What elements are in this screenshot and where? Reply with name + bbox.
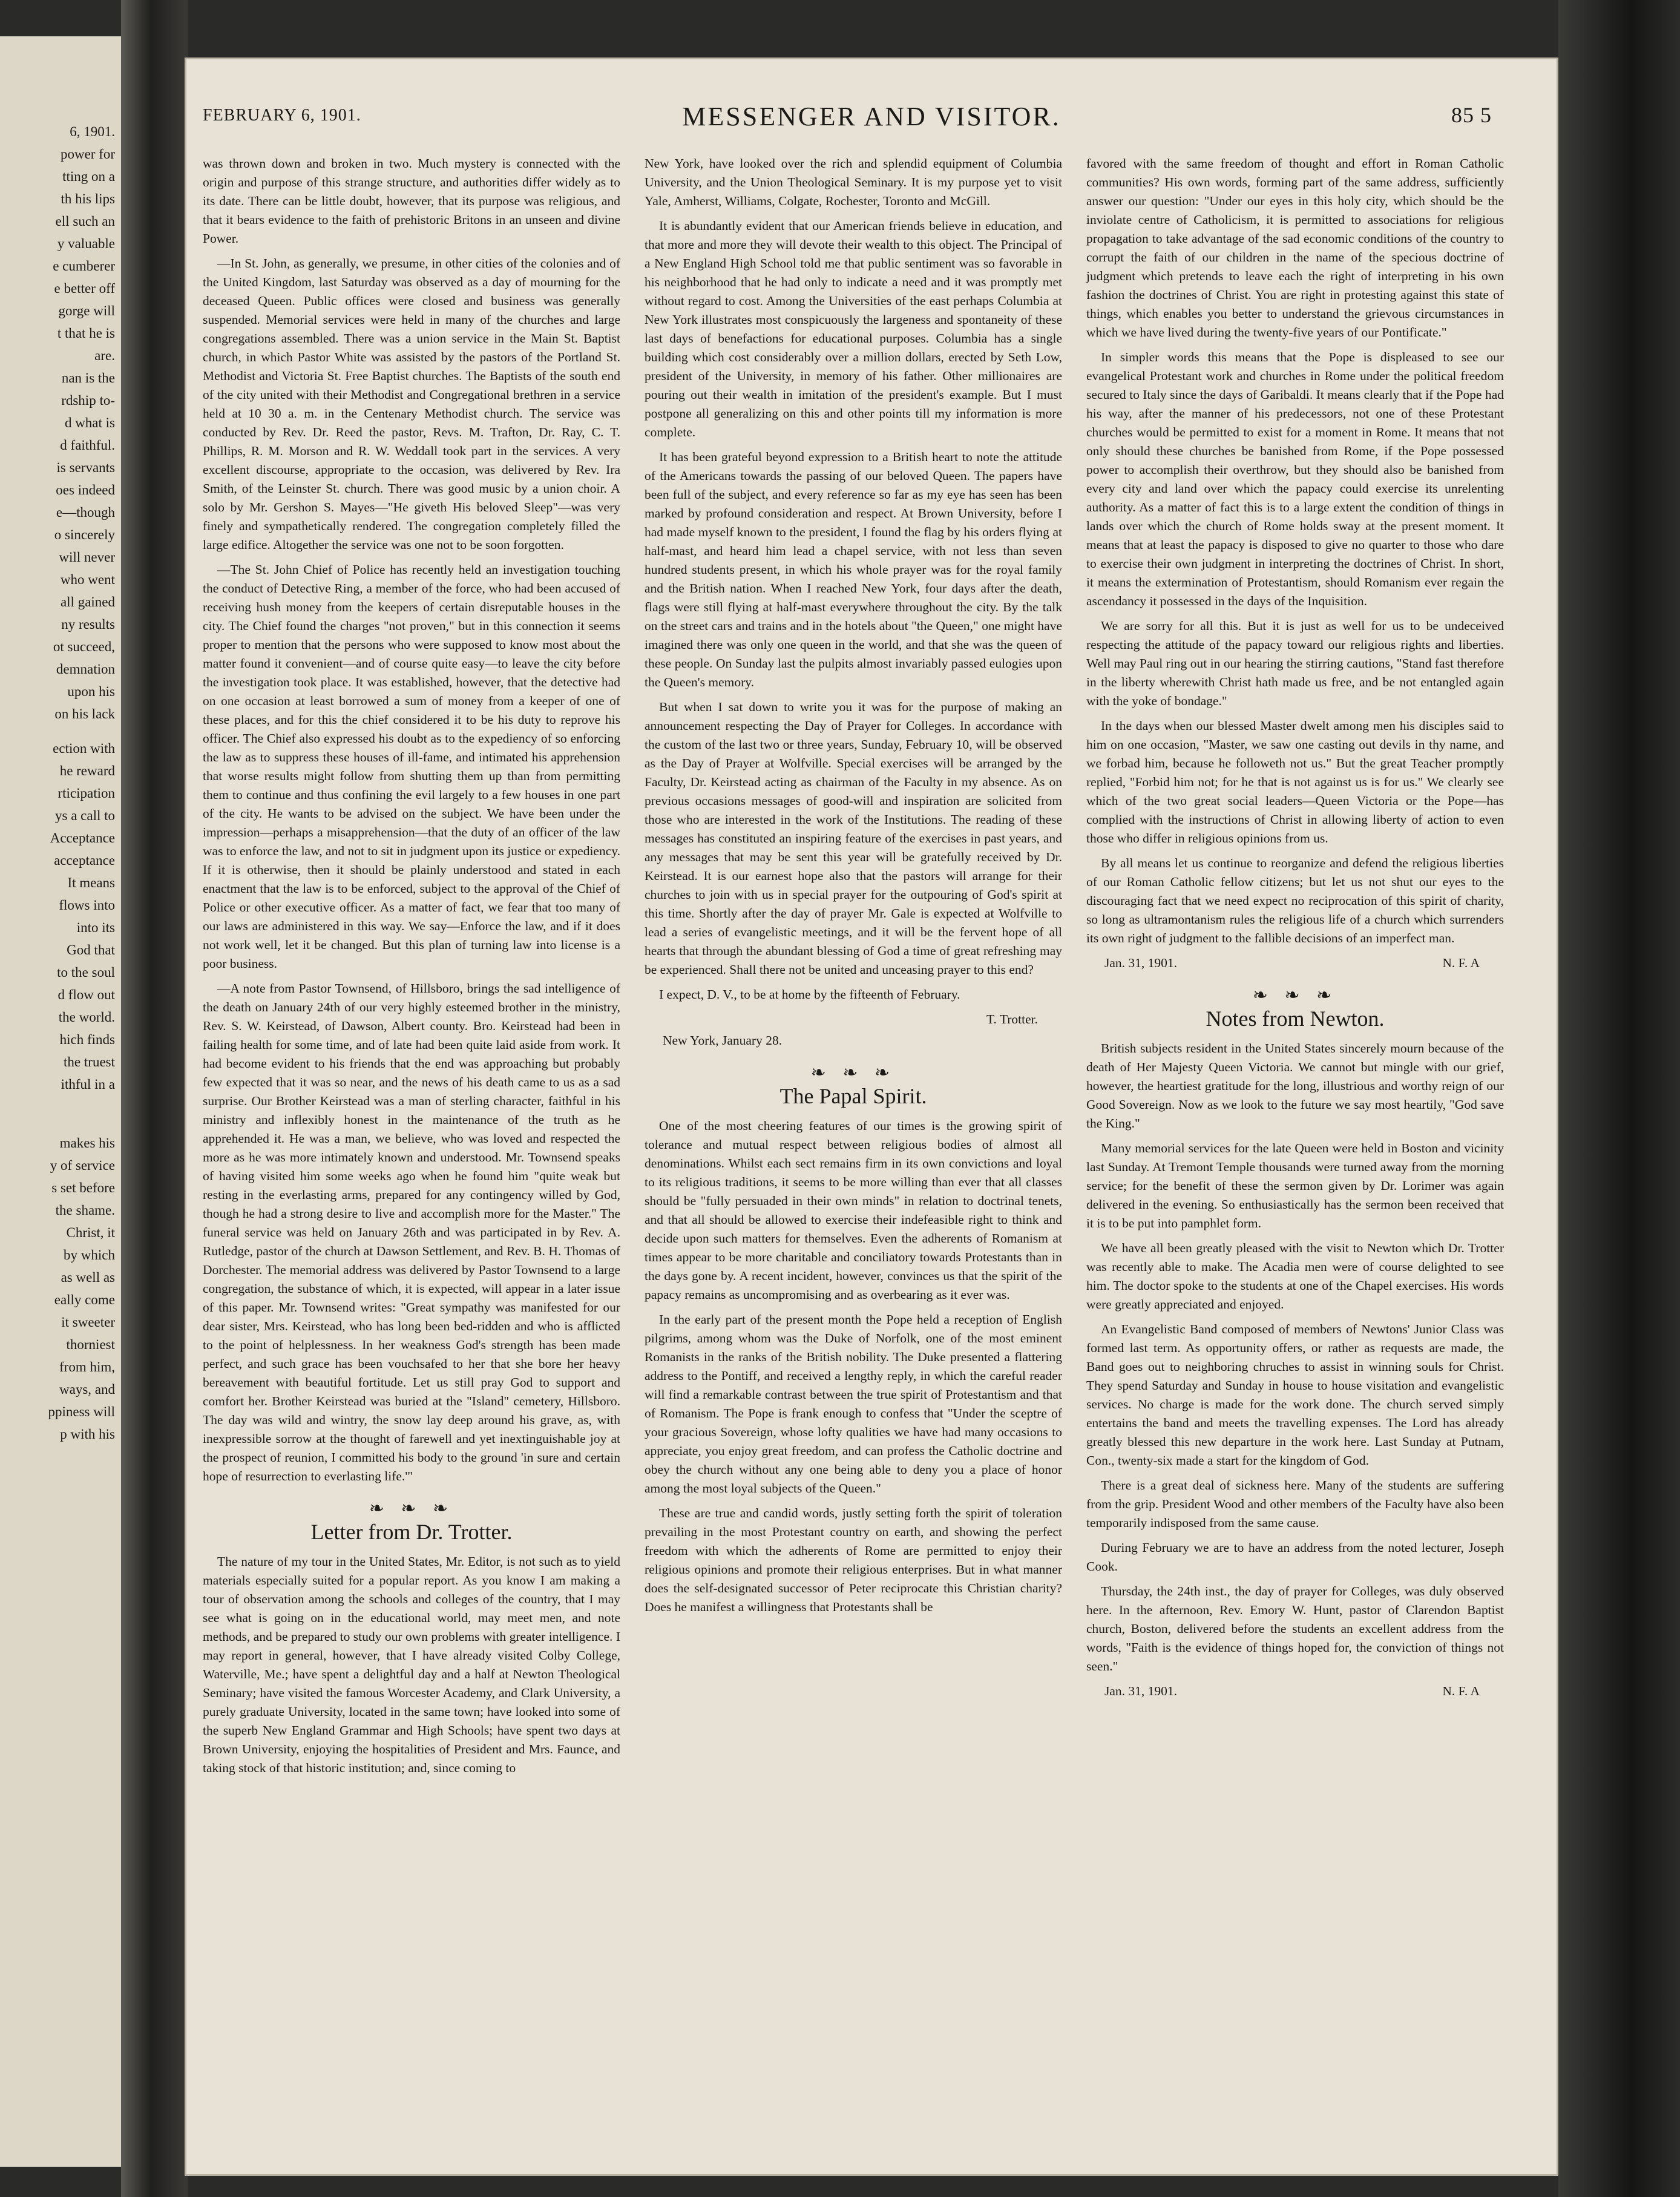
paragraph: —The St. John Chief of Police has recently held an investigation touching the conduct of Detective Ring, a member of the force, who had been accused of receiving hush money from the keepers of certain disreputable houses in the city. The Chief found the charges "not proven," but in this connection it seems proper to mention that the persons who were supposed to know most about the matter found it convenient—and of course quite easy—to leave the city before the investigation took place. It was established, however, that the detective had on one occasion at least borrowed a sum of money from a keeper of one of these places, and for this the chief considered it to be his duty to reprove his officer. The Chief also expressed his doubt as to the expediency of so enforcing the law as to suppress these houses of ill-fame, and intimated his apprehension that worse results might follow from shutting them up than from permitting them to continue and thus confining the evil largely to a few houses in one part of the city. He wants to be advised on the subject. We have been under the impression—perhaps a misapprehension—that the duty of an officer of the law was to enforce the law, and not to sit in judgment upon its justice or expediency. If it is otherwise, then it should be plainly understood and stated in each enactment that the law is to be enforced, subject to the approval of the Chief of Police or other executive officer. As a matter of fact, we fear that too many of our laws are administered in this way. We say—Enforce the law, and if it does not work well, let it be changed. But this plan of turning law into license is a poor business. [203, 562, 620, 971]
adjacent-page-line: tting on a [62, 169, 115, 184]
adjacent-page-line: are. [94, 348, 115, 363]
adjacent-page-line: flows into [59, 898, 115, 913]
paragraph: —A note from Pastor Townsend, of Hillsboro, brings the sad intelligence of the death on January 24th of our very highly esteemed brother in the ministry, Rev. S. W. Keirstead, of Dawson, Albert county. Bro. Keirstead had been in failing health for some time, and of late had been quite laid aside from work. It had become evident to his friends that the end was approaching but probably few expected that it was so near, and the news of his death came to us as a sad surprise. Our Brother Keirstead was a man of sterling character, faithful in his ministry and inflexibly honest in the maintenance of the truth as he apprehended it. He was a man, we believe, who was loved and respected the more as he was more intimately known and understood. Mr. Townsend speaks of having visited him some weeks ago when he found him "quite weak but resting in the everlasting arms, prepared for any contingency willed by God, though he had a strong desire to live and accomplish more for the Master." The funeral service was held on January 26th and was participated in by Rev. A. Rutledge, pastor of the church at Dawson Settlement, and Rev. B. H. Thomas of Dorchester. The memorial address was delivered by Pastor Townsend to a large congregation, the substance of which, it is expected, will appear in a later issue of this paper. Mr. Townsend writes: "Great sympathy was manifested for our dear sister, Mrs. Keirstead, who has long been bed-ridden and who is afflicted to the point of helplessness. In her weakness God's strength has been made perfect, and such grace has been vouchsafed to her that she bore her heavy bereavement with beautiful fortitude. Let us still pray God to support and comfort her. Brother Keirstead was buried at the "Island" cemetery, Hillsboro. The day was wild and wintry, the snow lay deep around his grave, as, with inexpressible sorrow at the thought of farewell and yet inextinguishable joy at the prospect of reunion, I committed his body to the ground 'in sure and certain hope of resurrection to everlasting life.'" [203, 981, 620, 1483]
paragraph: British subjects resident in the United States sincerely mourn because of the death of Her Majesty Queen Victoria. We cannot but mingle with our grief, however, the heartiest gratitude for the long, illustrious and worthy reign of our Good Sovereign. Now as we look to the future we say most heartily, "God save the King." [1086, 1041, 1504, 1131]
adjacent-page-line: into its [76, 920, 115, 935]
paragraph: One of the most cheering features of our times is the growing spirit of tolerance and mutual respect between religious bodies of almost all denominations. Whilst each sect remains firm in its own convictions and loyal to its religious traditions, it seems to be more willing than ever that all classes should be "fully persuaded in their own minds" in relation to doctrinal tenets, and that all should be allowed to exercise their indefeasible right to think and decide upon such matters for themselves. Even the adherents of Romanism at times appear to be more charitable and conciliatory towards Protestants than in the days gone by. A recent incident, however, convinces us that the spirit of the papacy remains as uncompromising and as overbearing as it ever was. [645, 1118, 1062, 1302]
section-separator: ❧ ❧ ❧ [369, 1499, 454, 1519]
adjacent-page-line: he reward [59, 763, 115, 778]
adjacent-page-line: d flow out [57, 987, 115, 1002]
adjacent-page-line: 6, 1901. [70, 124, 115, 139]
adjacent-page-line: th his lips [61, 191, 115, 206]
paragraph: Thursday, the 24th inst., the day of prayer for Colleges, was duly observed here. In the afternoon, Rev. Emory W. Hunt, pastor of Clarendon Baptist church, Boston, delivered before the students an excellent address from the words, "Faith is the evidence of things hoped for, the conviction of things not seen." [1086, 1584, 1504, 1673]
header-date: FEBRUARY 6, 1901. [203, 106, 361, 125]
adjacent-page-line: o sincerely [54, 527, 115, 542]
adjacent-page-line: ell such an [55, 214, 115, 229]
adjacent-page-line: to the soul [57, 965, 115, 980]
column-1 [203, 154, 620, 1784]
adjacent-page-line: e better off [54, 281, 115, 296]
newspaper-page [185, 57, 1558, 2176]
section-separator: ❧ ❧ ❧ [1252, 985, 1338, 1005]
paragraph: These are true and candid words, justly setting forth the spirit of toleration prevailing in the most Protestant country on earth, and showing the perfect freedom with which the adherents of Rome are permitted to enjoy their religious opinions and promote their religious enterprises. But in what manner does the self-designated successor of Peter reciprocate this Christian charity? Does he manifest a willingness that Protestants shall be [645, 1506, 1062, 1614]
adjacent-page-line: oes indeed [56, 482, 115, 498]
signature-date: Jan. 31, 1901. [1104, 1684, 1178, 1698]
article-heading: The Papal Spirit. [779, 1084, 927, 1108]
adjacent-page-line: on his lack [54, 706, 115, 721]
page-gutter [121, 0, 188, 2197]
paragraph: In the early part of the present month the Pope held a reception of English pilgrims, among whom was the Duke of Norfolk, one of the most eminent Romanists in the ranks of the British nobility. The Duke presented a flattering address to the Pontiff, and received a lengthy reply, in which the careful reader will find a remarkable contrast between the true spirit of Protestantism and that of Romanism. The Pope is frank enough to confess that "Under the sceptre of your gracious Sovereign, whose lofty qualities we have had many occasions to appreciate, you enjoy great freedom, and can profess the Catholic doctrine and obey the church without any one being able to deny you a place of honor among the most loyal subjects of the Queen." [645, 1312, 1062, 1496]
adjacent-page-line: ection with [53, 741, 115, 756]
adjacent-page-line: t that he is [57, 326, 115, 341]
adjacent-page-line: it sweeter [61, 1315, 115, 1330]
adjacent-page-line: y valuable [57, 236, 115, 251]
adjacent-page-line: God that [67, 942, 115, 957]
adjacent-page-line: hich finds [59, 1032, 115, 1047]
paragraph: During February we are to have an address from the noted lecturer, Joseph Cook. [1086, 1540, 1504, 1574]
adjacent-page-line: gorge will [58, 303, 115, 318]
adjacent-page-line: nan is the [61, 370, 115, 386]
paragraph: An Evangelistic Band composed of members of Newtons' Junior Class was formed last term. As opportunity offers, or rather as requests are made, the Band goes out to neighboring chruches to assist in winning souls for Christ. They spend Saturday and Sunday in house to house visitation and evangelistic services. No charge is made for the work done. The church served simply entertains the band and meets the travelling expenses. The Lord has already greatly blessed this new departure in the work here. Last Sunday at Putnam, Con., twenty-six made a start for the kingdom of God. [1086, 1322, 1504, 1468]
paragraph: We are sorry for all this. But it is just as well for us to be undeceived respecting the attitude of the papacy toward our religious rights and liberties. Well may Paul ring out in our hearing the stirring cautions, "Stand fast therefore in the liberty wherewith Christ hath made us free, and be not entangled again with the yoke of bondage." [1086, 619, 1504, 708]
paragraph: By all means let us continue to reorganize and defend the religious liberties of our Roman Catholic fellow citizens; but let us not shut our eyes to the discouraging fact that we need expect no reciprocation of this spirit of charity, so long as ultramontanism rules the religious life of a church which surrenders its own right of judgment to the fallible decisions of an imperfect man. [1086, 856, 1504, 945]
signature-line [1086, 954, 1504, 973]
adjacent-page-line: will never [59, 550, 115, 565]
paragraph: But when I sat down to write you it was for the purpose of making an announcement respecting the Day of Prayer for Colleges. In accordance with the custom of the last two or three years, Sunday, February 10, will be observed as the Day of Prayer at Wolfville. Special exercises will be arranged by the Faculty, Dr. Keirstead acting as chairman of the Faculty in my absence. As on previous occasions messages of good-will and inspiration are solicited from those who are interested in the work of the Institutions. The reading of these messages has constituted an inspiring feature of the exercises in past years, and any messages that may be sent this year will be gratefully received by Dr. Keirstead. It is our earnest hope also that the pastors will arrange for their churches to join with us in special prayer for the outpouring of God's spirit at this time. Shortly after the day of prayer Mr. Gale is expected at Wolfville to lead a series of evangelistic meetings, and it will be the fervent hope of all hearts that through the abundant blessing of God a time of great refreshing may be experienced. Shall there not be united and unceasing prayer to this end? [645, 700, 1062, 977]
header-page-number: 85 5 [1451, 103, 1492, 127]
adjacent-page-line: who went [60, 572, 115, 587]
paragraph: We have all been greatly pleased with the visit to Newton which Dr. Trotter was recently able to make. The Acadia men were of course delighted to see him. The doctor spoke to the students at one of the Chapel exercises. His words were greatly appreciated and enjoyed. [1086, 1241, 1504, 1312]
adjacent-page-line: upon his [67, 684, 115, 699]
adjacent-page-line: rdship to- [61, 393, 115, 408]
column-3 [1086, 154, 1504, 1704]
adjacent-page-line: is servants [56, 460, 115, 475]
adjacent-page-line: s set before [51, 1180, 115, 1195]
paragraph: New York, have looked over the rich and splendid equipment of Columbia University, and the Union Theological Seminary. It is my purpose yet to visit Yale, Amherst, Williams, Colgate, Rochester, Toronto and McGill. [645, 156, 1062, 208]
adjacent-page-line: Christ, it [66, 1225, 115, 1240]
signature: T. Trotter. [986, 1012, 1038, 1026]
adjacent-page-line: makes his [59, 1135, 115, 1151]
adjacent-page-line: ithful in a [61, 1077, 115, 1092]
adjacent-page-line: ny results [61, 617, 115, 632]
article-heading: Letter from Dr. Trotter. [310, 1520, 513, 1544]
adjacent-page-line: rticipation [57, 786, 115, 801]
adjacent-page-line: It means [67, 875, 115, 890]
adjacent-page-line: by which [64, 1247, 115, 1263]
adjacent-page-line: d what is [64, 415, 115, 430]
adjacent-page-line: acceptance [54, 853, 115, 868]
adjacent-page-line: as well as [61, 1270, 115, 1285]
dateline: New York, January 28. [663, 1033, 783, 1048]
scan-border [1558, 0, 1680, 2197]
adjacent-page-line: power for [60, 146, 115, 162]
adjacent-page-line: Acceptance [50, 830, 115, 846]
paragraph: In simpler words this means that the Pope is displeased to see our evangelical Protestant work and churches in Rome under the political freedom secured to Italy since the days of Garibaldi. It means clearly that if the Pope had his way, after the manner of his predecessors, not one of these Protestant churches would be permitted to exist for a moment in Rome. It means that not only should these churches be banished from Rome, if the Pope possessed power to accomplish their overthrow, but they should also be banished from every city and land over which the papacy could exercise its unrelenting authority. As a matter of fact this is to a large extent the condition of things in lands over which the church of Rome holds sway at the present moment. It means that at least the papacy is disposed to give no quarter to those who dare to exercise their own judgment in interpreting the doctrines of Christ. In short, it means the extermination of Protestantism, should Romanism ever regain the ascendancy it possessed in the days of the Inquisition. [1086, 350, 1504, 608]
signature-line [1086, 1682, 1504, 1701]
adjacent-page-line: all gained [60, 594, 115, 609]
section-separator: ❧ ❧ ❧ [810, 1063, 896, 1083]
paragraph: I expect, D. V., to be at home by the fifteenth of February. [659, 987, 960, 1002]
adjacent-page-line: d faithful. [60, 438, 115, 453]
paragraph: It has been grateful beyond expression to a British heart to note the attitude of the Americans towards the passing of our beloved Queen. The papers have been full of the subject, and every reference so far as my eye has seen has been marked by profound consideration and respect. At Brown University, before I had made myself known to the president, I found the flag by his orders flying at half-mast, and heard him lead a chapel service, with not less than seven hundred students present, in which his whole prayer was for the royal family and the British nation. When I reached New York, four days after the death, flags were still flying at half-mast everywhere throughout the city. By the talk on the street cars and trains and in the hotels about "the Queen," one might have imagined there was only one queen in the world, and that she was the queen of these people. On Sunday last the pulpits almost invariably passed eulogies upon the Queen's memory. [645, 450, 1062, 689]
paragraph: Many memorial services for the late Queen were held in Boston and vicinity last Sunday. At Tremont Temple thousands were turned away from the morning service; for the benefit of these the sermon given by Dr. Lorimer was again delivered in the evening. So enthusiastically has the sermon been received that it is to be put into pamphlet form. [1086, 1141, 1504, 1230]
header-title: MESSENGER AND VISITOR. [682, 102, 1061, 131]
adjacent-page-line: y of service [50, 1158, 115, 1173]
adjacent-page-line: ot succeed, [53, 639, 115, 654]
paragraph: There is a great deal of sickness here. Many of the students are suffering from the grip. President Wood and other members of the Faculty have also been temporarily indisposed from the same cause. [1086, 1478, 1504, 1530]
adjacent-page-line: e cumberer [53, 258, 115, 274]
adjacent-page-strip [0, 36, 121, 2167]
adjacent-page-line: thorniest [66, 1337, 115, 1352]
adjacent-page-line: ways, and [59, 1382, 115, 1397]
signature-name: N. F. A [1442, 956, 1480, 970]
paragraph: In the days when our blessed Master dwelt among men his disciples said to him on one occasion, "Master, we saw one casting out devils in thy name, and we forbad him, because he followeth not us." But the great Teacher promptly replied, "Forbid him not; for he that is not against us is for us." We clearly see which of the two great social leaders—Queen Victoria or the Pope—has complied with the instructions of Christ in allowing liberty of action to even those who differ in religious opinions from us. [1086, 718, 1504, 846]
paragraph: It is abundantly evident that our American friends believe in education, and that more and more they will devote their wealth to this object. The Principal of a New England High School told me that public sentiment was so favorable in his neighborhood that he had only to indicate a need and it was promptly met without regard to cost. Among the Universities of the east perhaps Columbia at New York illustrates most conspicuously the largeness and spontaneity of these last days of benefactions for educational purposes. Columbia has a single building which cost considerably over a million dollars, erected by Seth Low, president of the University, in memory of his father. Other millionaires are pouring out their wealth in imitation of the president's example. But I must postpone all generalizing on this and other points till my information is more complete. [645, 218, 1062, 439]
article-heading: Notes from Newton. [1206, 1007, 1385, 1031]
paragraph: was thrown down and broken in two. Much mystery is connected with the origin and purpose of this strange structure, and authorities differ widely as to its date. There can be little doubt, however, that its purpose was religious, and that it bears evidence to the faith of prehistoric Britons in an unseen and divine Power. [203, 156, 620, 246]
adjacent-page-line: demnation [56, 662, 115, 677]
adjacent-page-line: p with his [60, 1427, 115, 1442]
adjacent-page-line: ys a call to [55, 808, 115, 823]
adjacent-page-line: e—though [56, 505, 115, 520]
adjacent-page-line: the world. [58, 1010, 115, 1025]
adjacent-page-line: from him, [59, 1359, 115, 1374]
column-2 [645, 154, 1062, 1623]
paragraph: The nature of my tour in the United States, Mr. Editor, is not such as to yield materials especially suited for a popular report. As you know I am making a tour of observation among the schools and colleges of the country, that I may see what is going on in the educational world, may meet men, and note methods, and be prepared to study our own problems with greater intelligence. I may report in general, however, that I have already visited Colby College, Waterville, Me.; have spent a delightful day and a half at Newton Theological Seminary; have visited the famous Worcester Academy, and Clark University, a purely graduate University, located in the same town; have looked into some of the superb New England Grammar and High Schools; have spent two days at Brown University, enjoying the hospitalities of President and Mrs. Faunce, and taking stock of that historic institution; and, since coming to [203, 1554, 620, 1775]
paragraph: —In St. John, as generally, we presume, in other cities of the colonies and of the United Kingdom, last Saturday was observed as a day of mourning for the deceased Queen. Public offices were closed and business was generally suspended. Memorial services were held in many of the churches and large congregations assembled. There was a union service in the Main St. Baptist church, in which Pastor White was assisted by the pastors of the Portland St. Methodist and Victoria St. Free Baptist churches. The Baptists of the south end of the city united with their Methodist and Congregational brethren in a service held at 10 30 a. m. in the Centenary Methodist church. The service was conducted by Rev. Dr. Reed the pastor, Revs. M. Trafton, Dr. Ray, C. T. Phillips, R. M. Morson and R. W. Weddall took part in the services. A very excellent discourse, appropriate to the occasion, was delivered by Rev. Ira Smith, of the Leinster St. church. There was good music by a union choir. A solo by Mr. Gershon S. Mayes—"He giveth His beloved Sleep"—was very finely and sympathetically rendered. The congregation completely filled the large edifice. Altogether the service was one not to be soon forgotten. [203, 256, 620, 552]
signature-date: Jan. 31, 1901. [1104, 956, 1178, 970]
adjacent-page-line: eally come [54, 1292, 115, 1307]
signature-name: N. F. A [1442, 1684, 1480, 1698]
adjacent-page-line: the shame. [55, 1203, 115, 1218]
adjacent-page-line: ppiness will [48, 1404, 115, 1419]
paragraph: favored with the same freedom of thought and effort in Roman Catholic communities? His own words, forming part of the same address, sufficiently answer our question: "Under our eyes in this holy city, which should be the inviolate centre of Catholicism, it is permitted to associations for religious propagation to take advantage of the sad economic conditions of the country to corrupt the faith of our children in the name of the specious doctrine of judgment which pretends to leave each the right of interpreting in his own fashion the doctrines of Christ. You are right in protesting against this state of things, which enables you better to understand the grievous circumstances in which we have lived during the twenty-five years of our Pontificate." [1086, 156, 1504, 340]
adjacent-page-line: the truest [64, 1054, 115, 1069]
